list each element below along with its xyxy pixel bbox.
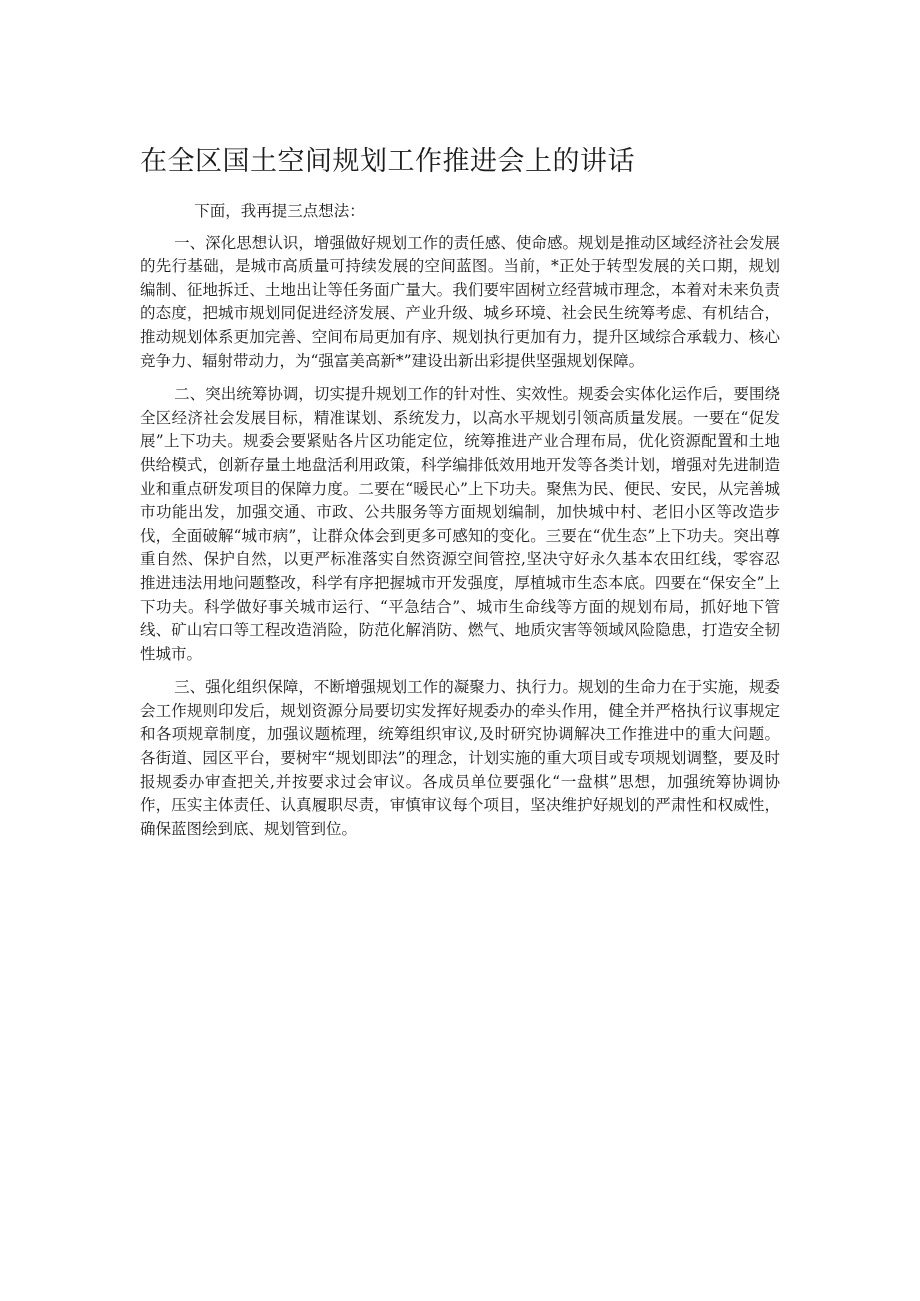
paragraph-3: 三、强化组织保障，不断增强规划工作的凝聚力、执行力。规划的生命力在于实施，规委会工作规则印发后，规划资源分局要切实发挥好规委办的牵头作用，健全并严格执行议事规定和各项规章制度，加强议题梳理，统筹组织审议,及时研究协调解决工作推进中的重大问题。各街道、园区平台，要树牢“规划即法”的理念，计划实施的重大项目或专项规划调整，要及时报规委办审查把关,并按要求过会审议。各成员单位要强化“一盘棋”思想，加强统筹协调协作，压实主体责任、认真履职尽责，审慎审议每个项目，坚决维护好规划的严肃性和权威性，确保蓝图绘到底、规划管到位。	[140, 678, 780, 838]
paragraph-1: 一、深化思想认识，增强做好规划工作的责任感、使命感。规划是推动区域经济社会发展的先行基础，是城市高质量可持续发展的空间蓝图。当前，*正处于转型发展的关口期，规划编制、征地拆迁、土地出让等任务面广量大。我们要牢固树立经营城市理念，本着对未来负责的态度，把城市规划同促进经济发展、产业升级、城乡环境、社会民生统筹考虑、有机结合，推动规划体系更加完善、空间布局更加有序、规划执行更加有力，提升区域综合承载力、核心竞争力、辐射带动力，为“强富美高新*”建设出新出彩提供坚强规划保障。	[140, 233, 780, 370]
page-title: 在全区国土空间规划工作推进会上的讲话	[140, 146, 635, 177]
intro-paragraph: 下面，我再提三点想法：	[194, 202, 365, 220]
paragraph-2: 二、突出统筹协调，切实提升规划工作的针对性、实效性。规委会实体化运作后，要围绕全区经济社会发展目标，精准谋划、系统发力，以高水平规划引领高质量发展。一要在“促发展”上下功夫。规委会要紧贴各片区功能定位，统筹推进产业合理布局，优化资源配置和土地供给模式，创新存量土地盘活利用政策，科学编排低效用地开发等各类计划，增强对先进制造业和重点研发项目的保障力度。二要在“暖民心”上下功夫。聚焦为民、便民、安民，从完善城市功能出发，加强交通、市政、公共服务等方面规划编制，加快城中村、老旧小区等改造步伐，全面破解“城市病”，让群众体会到更多可感知的变化。三要在“优生态”上下功夫。突出尊重自然、保护自然，以更严标准落实自然资源空间管控,坚决守好永久基本农田红线，零容忍推进违法用地问题整改，科学有序把握城市开发强度，厚植城市生态本底。四要在“保安全”上下功夫。科学做好事关城市运行、“平急结合”、城市生命线等方面的规划布局，抓好地下管线、矿山宕口等工程改造消险，防范化解消防、燃气、地质灾害等领域风险隐患，打造安全韧性城市。	[140, 385, 780, 663]
document-body	[140, 200, 780, 841]
